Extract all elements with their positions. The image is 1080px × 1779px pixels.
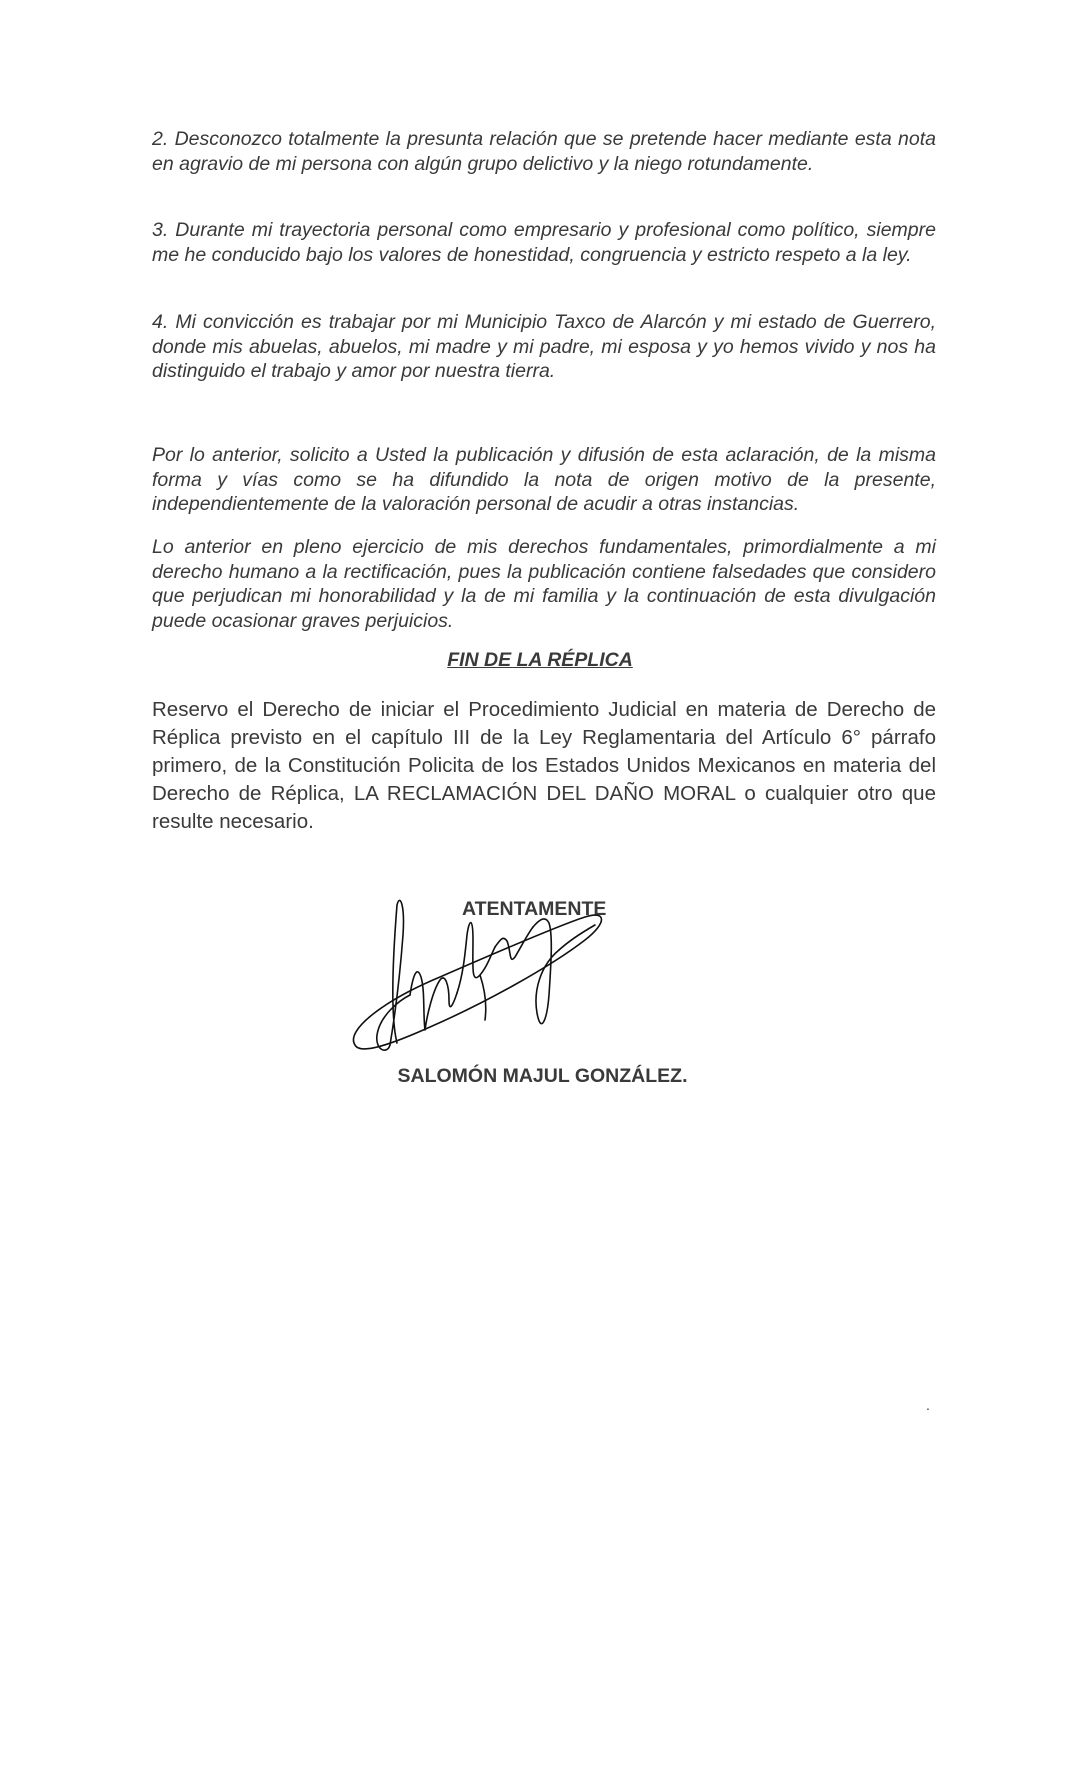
paragraph-reservation: Reservo el Derecho de iniciar el Procedimiento Judicial en materia de Derecho de Réplica previsto en el capítulo III de la Ley Reglamentaria del Artículo 6° párrafo primero, de la Constitución Policita de los Estados Unidos Mexicanos en materia del Derecho de Réplica, LA RECLAMACIÓN DEL DAÑO MORAL o cualquier otro que resulte necesario. (152, 698, 936, 833)
paragraph-request: Por lo anterior, solicito a Usted la publicación y difusión de esta aclaración, de la misma forma y vías como se ha difundido la nota de origen motivo de la presente, independientemente de la valoración personal de acudir a otras instancias. (152, 444, 936, 515)
trailing-period: . (926, 1397, 930, 1413)
paragraph-point-3: 3. Durante mi trayectoria personal como empresario y profesional como político, siempre me he conducido bajo los valores de honestidad, congruencia y estricto respeto a la ley. (152, 219, 936, 266)
paragraph-point-2: 2. Desconozco totalmente la presunta relación que se pretende hacer mediante esta nota en agravio de mi persona con algún grupo delictivo y la niego rotundamente. (152, 128, 936, 175)
paragraph-point-4: 4. Mi convicción es trabajar por mi Municipio Taxco de Alarcón y mi estado de Guerrero, donde mis abuelas, abuelos, mi madre y mi padre, mi esposa y yo hemos vivido y nos ha distinguido el trabajo y amor por nuestra tierra. (152, 311, 936, 382)
closing-salutation: ATENTAMENTE (462, 898, 607, 920)
section-heading-text: FIN DE LA RÉPLICA (447, 649, 633, 671)
section-heading (0, 649, 1080, 672)
paragraph-rights: Lo anterior en pleno ejercicio de mis derechos fundamentales, primordialmente a mi derecho humano a la rectificación, pues la publicación contiene falsedades que considero que perjudican mi honorabilidad y la de mi familia y la continuación de esta divulgación puede ocasionar graves perjuicios. (152, 536, 936, 632)
signer-name: SALOMÓN MAJUL GONZÁLEZ. (397, 1065, 688, 1087)
handwritten-signature (345, 895, 615, 1070)
